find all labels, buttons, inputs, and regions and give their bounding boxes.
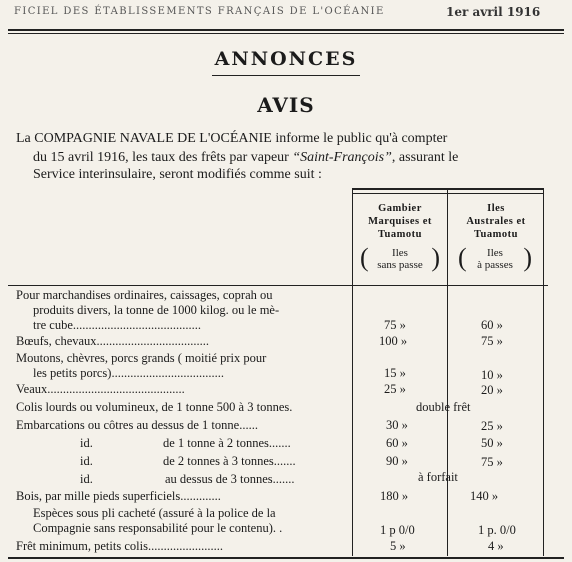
intro-line-3: Service interinsulaire, seront modifiés comme suit : <box>33 167 322 182</box>
rate-cell: 25 » <box>384 382 406 396</box>
rate-span-cell: double frêt <box>416 400 471 414</box>
rate-cell: 30 » <box>386 418 408 432</box>
intro-line-1: La COMPAGNIE NAVALE DE L'OCÉANIE informe le public qu'à compter <box>16 131 448 146</box>
rate-cell: 10 » <box>481 368 503 382</box>
rate-cell: 60 » <box>386 436 408 450</box>
row-label-id: id. <box>80 436 93 450</box>
row-label: Bois, par mille pieds superficiels............. <box>16 489 221 503</box>
table-top-rule <box>352 188 544 190</box>
rate-cell: 20 » <box>481 383 503 397</box>
running-title: FICIEL DES ÉTABLISSEMENTS FRANÇAIS DE L'OCÉANIE <box>14 6 385 17</box>
row-label: de 2 tonnes à 3 tonnes....... <box>163 454 296 468</box>
rate-cell: 15 » <box>384 366 406 380</box>
column-header-australes: Iles Australes et Tuamotu <box>466 203 526 240</box>
row-label: de 1 tonne à 2 tonnes....... <box>163 436 291 450</box>
rate-cell: 4 » <box>488 539 504 553</box>
header-rule-top <box>8 29 564 31</box>
rate-cell: 100 » <box>379 334 408 348</box>
rate-cell: 5 » <box>390 539 406 553</box>
table-bottom-rule <box>8 557 564 559</box>
rate-cell: 75 » <box>481 334 503 348</box>
row-label: au dessus de 3 tonnes....... <box>165 472 295 486</box>
rate-cell: 180 » <box>380 489 409 503</box>
row-label: Frêt minimum, petits colis........................ <box>16 539 223 553</box>
row-label: tre cube......................................... <box>33 318 202 332</box>
rate-cell: 60 » <box>481 318 503 332</box>
ship-name: “Saint-François” <box>292 150 392 165</box>
rate-cell: 1 p. 0/0 <box>478 523 516 537</box>
table-col-divider-left <box>352 188 353 556</box>
column-header-gambier: Gambier Marquises et Tuamotu <box>368 203 432 240</box>
rate-cell: 140 » <box>470 489 499 503</box>
rate-cell: 50 » <box>481 436 503 450</box>
intro-line-2 <box>33 150 458 166</box>
row-label: Pour marchandises ordinaires, caissages, coprah ou <box>16 288 273 302</box>
header-rule-bottom <box>8 33 564 34</box>
rate-cell: 25 » <box>481 419 503 433</box>
rate-cell: 75 » <box>481 455 503 469</box>
intro-line-2-end: , assurant le <box>391 150 459 165</box>
section-title: ANNONCES <box>214 48 358 70</box>
issue-date: 1er avril 1916 <box>446 5 541 19</box>
row-label: Veaux............................................ <box>16 382 185 396</box>
row-label: les petits porcs).................................... <box>33 366 224 380</box>
row-label: Colis lourds ou volumineux, de 1 tonne 500 à 3 tonnes. <box>16 400 293 414</box>
table-header-rule <box>8 285 548 286</box>
column-subheader-a-passes: ( Iles à passes ) <box>462 247 528 271</box>
rate-span-cell: à forfait <box>418 470 458 484</box>
row-label: Embarcations ou côtres au dessus de 1 tonne...... <box>16 418 258 432</box>
intro-line-2-start: du 15 avril 1916, les taux des frêts par vapeur <box>33 150 289 165</box>
row-label: Moutons, chèvres, porcs grands ( moitié prix pour <box>16 351 267 365</box>
table-col-divider-mid <box>447 188 448 556</box>
notice-title: AVIS <box>257 93 315 117</box>
row-label-id: id. <box>80 472 93 486</box>
row-label-id: id. <box>80 454 93 468</box>
row-label: produits divers, la tonne de 1000 kilog. ou le mè- <box>33 303 280 317</box>
rate-cell: 75 » <box>384 318 406 332</box>
row-label: Compagnie sans responsabilité pour le contenu). . <box>33 521 283 535</box>
rate-cell: 1 p 0/0 <box>380 523 415 537</box>
section-title-rule <box>212 75 360 76</box>
table-top-rule-2 <box>352 193 544 194</box>
row-label: Espèces sous pli cacheté (assuré à la police de la <box>33 506 276 520</box>
rate-cell: 90 » <box>386 454 408 468</box>
row-label: Bœufs, chevaux.................................... <box>16 334 210 348</box>
column-subheader-sans-passe: ( Iles sans passe ) <box>364 247 436 271</box>
table-col-divider-right <box>543 188 544 556</box>
